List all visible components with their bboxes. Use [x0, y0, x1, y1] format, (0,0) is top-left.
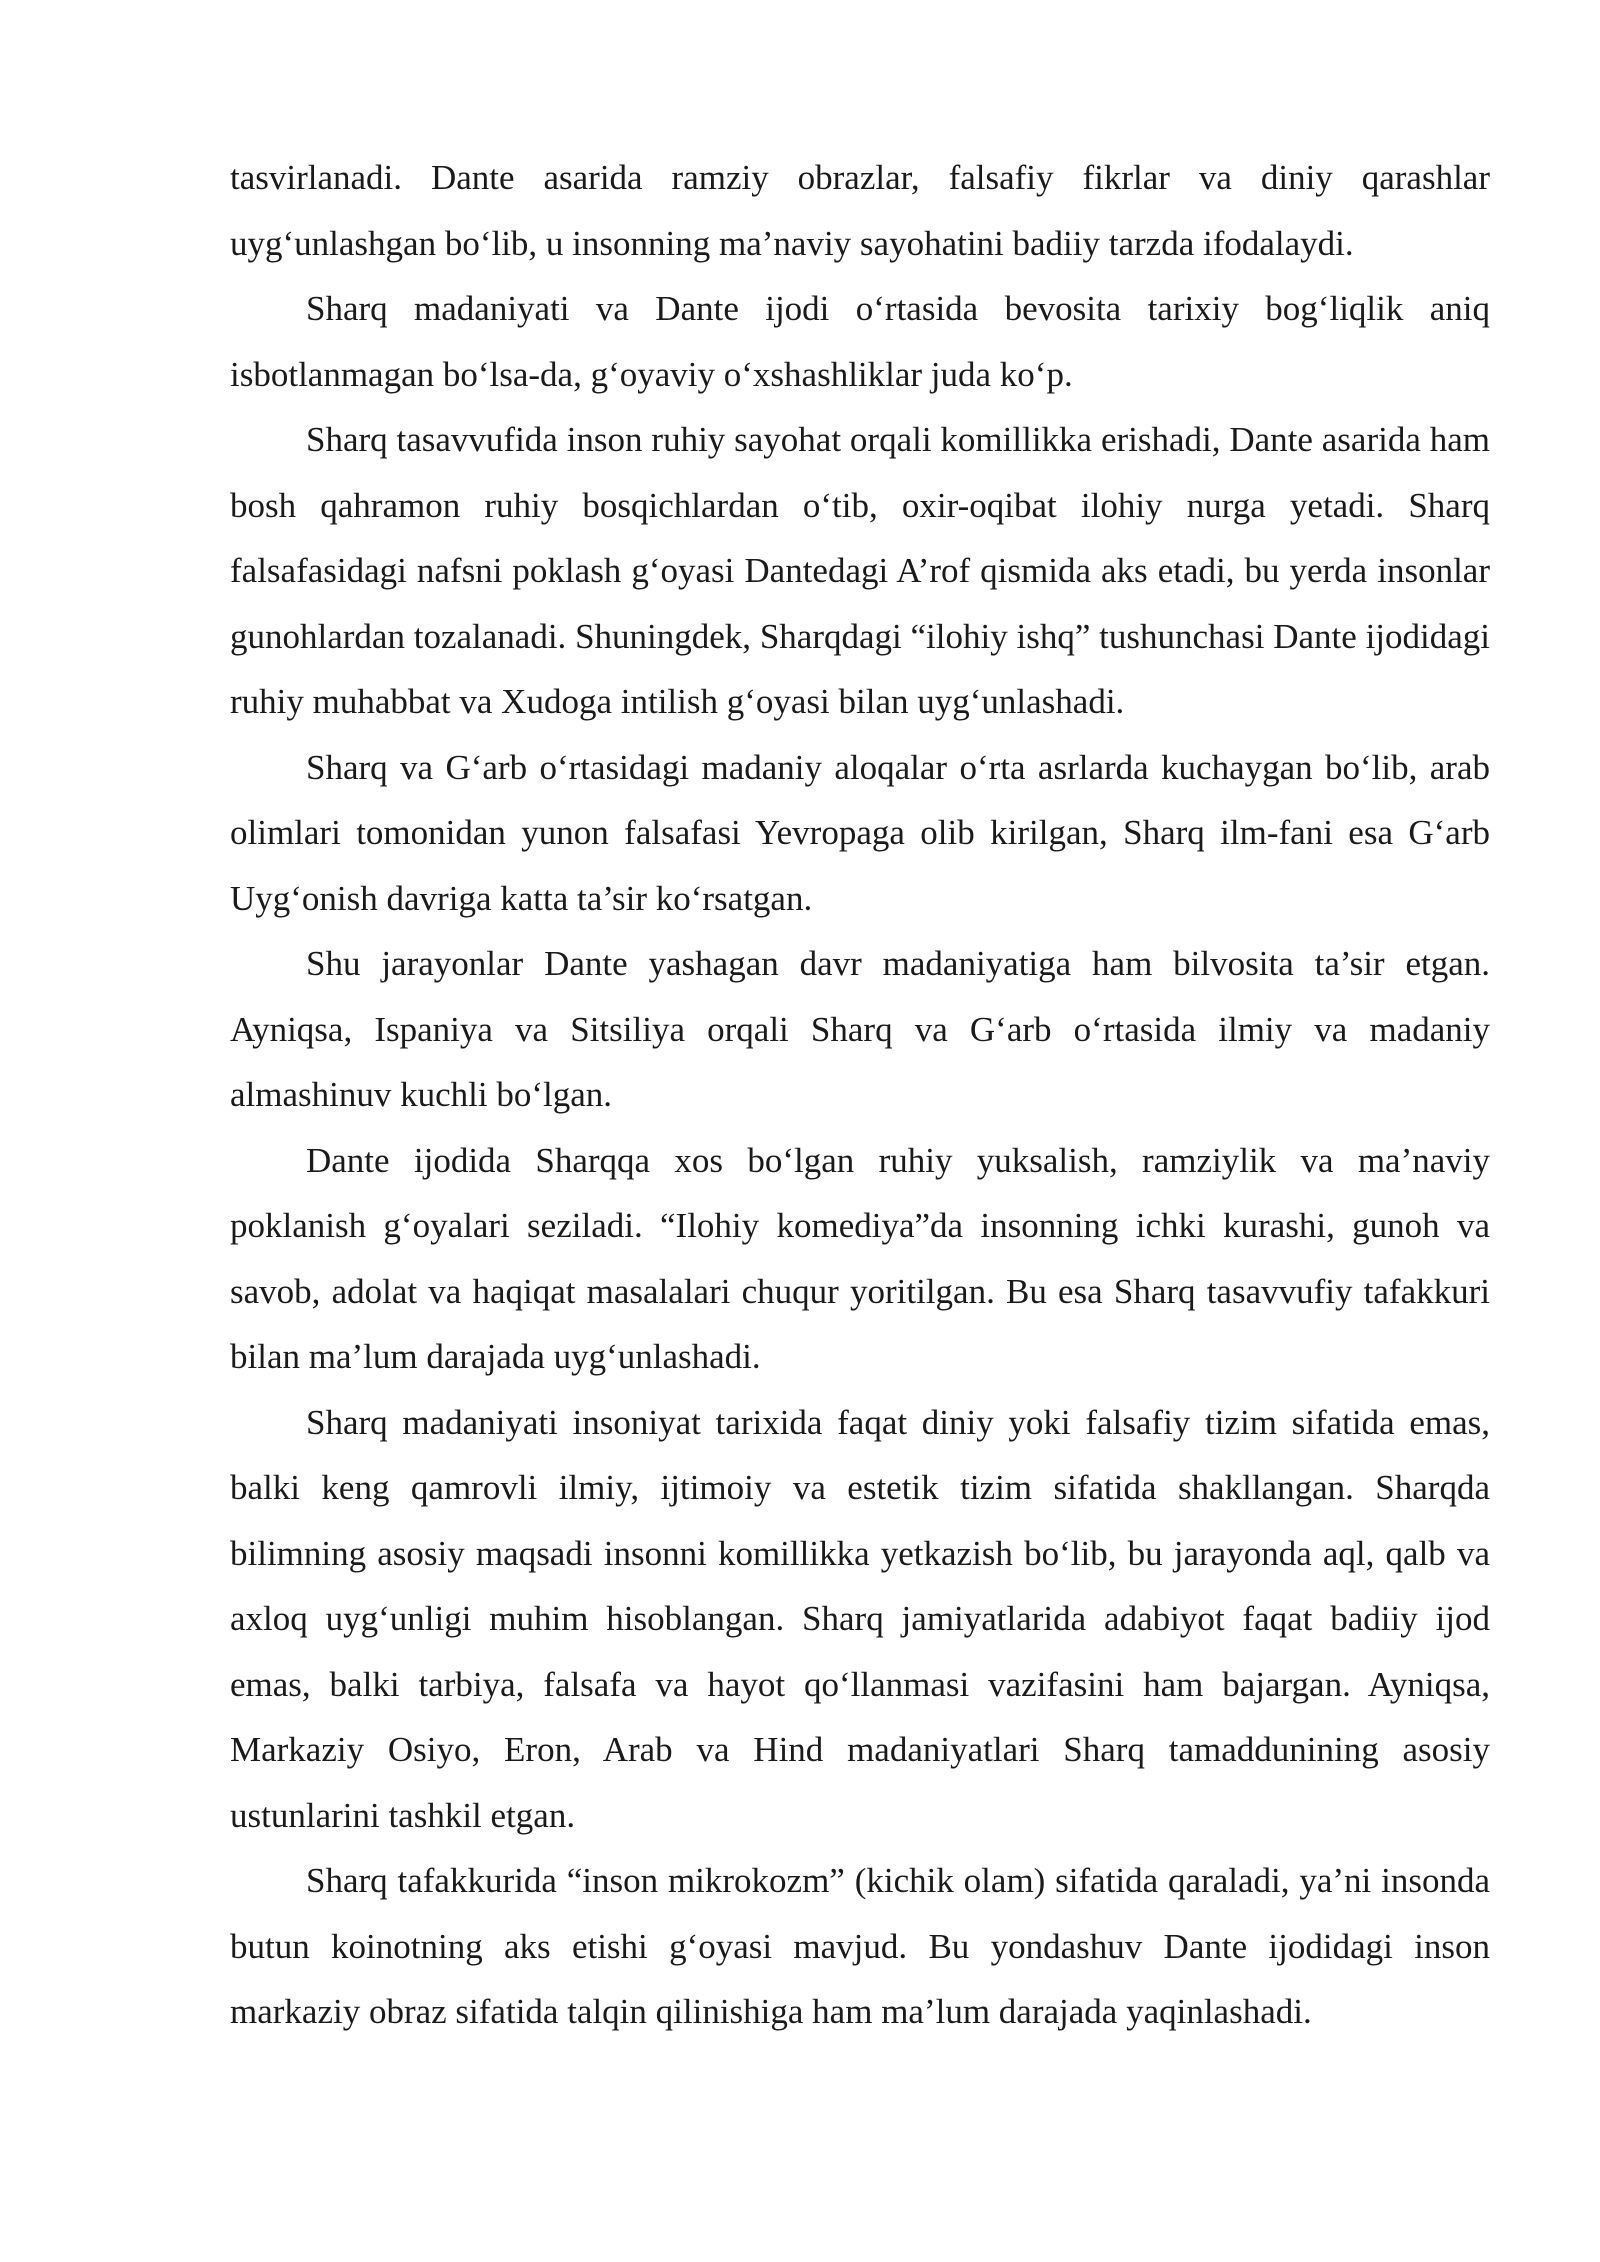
- paragraph-3: Sharq tasavvufida inson ruhiy sayohat orqali komillikka erishadi, Dante asarida ham bosh qahramon ruhiy bosqichlardan o‘tib, oxir-oqibat ilohiy nurga yetadi. Sharq falsafasidagi nafsni poklash g‘oyasi Dantedagi A’rof qismida aks etadi, bu yerda insonlar gunohlardan tozalanadi. Shuningdek, Sharqdagi “ilohiy ishq” tushunchasi Dante ijodidagi ruhiy muhabbat va Xudoga intilish g‘oyasi bilan uyg‘unlashadi.: [230, 420, 1490, 721]
- document-body: [230, 145, 1490, 2045]
- paragraph-8: Sharq tafakkurida “inson mikrokozm” (kichik olam) sifatida qaraladi, ya’ni insonda butun koinotning aks etishi g‘oyasi mavjud. Bu yondashuv Dante ijodidagi inson markaziy obraz sifatida talqin qilinishiga ham ma’lum darajada yaqinlashadi.: [230, 1861, 1490, 2031]
- paragraph-1: tasvirlanadi. Dante asarida ramziy obrazlar, falsafiy fikrlar va diniy qarashlar uyg‘unlashgan bo‘lib, u insonning ma’naviy sayohatini badiiy tarzda ifodalaydi.: [230, 158, 1490, 263]
- paragraph-5: Shu jarayonlar Dante yashagan davr madaniyatiga ham bilvosita ta’sir etgan. Ayniqsa, Ispaniya va Sitsiliya orqali Sharq va G‘arb o‘rtasida ilmiy va madaniy almashinuv kuchli bo‘lgan.: [230, 944, 1490, 1114]
- paragraph-2: Sharq madaniyati va Dante ijodi o‘rtasida bevosita tarixiy bog‘liqlik aniq isbotlanmagan bo‘lsa-da, g‘oyaviy o‘xshashliklar juda ko‘p.: [230, 289, 1490, 394]
- paragraph-4: Sharq va G‘arb o‘rtasidagi madaniy aloqalar o‘rta asrlarda kuchaygan bo‘lib, arab olimlari tomonidan yunon falsafasi Yevropaga olib kirilgan, Sharq ilm-fani esa G‘arb Uyg‘onish davriga katta ta’sir ko‘rsatgan.: [230, 747, 1490, 918]
- paragraph-6: Dante ijodida Sharqqa xos bo‘lgan ruhiy yuksalish, ramziylik va ma’naviy poklanish g‘oyalari seziladi. “Ilohiy komediya”da insonning ichki kurashi, gunoh va savob, adolat va haqiqat masalalari chuqur yoritilgan. Bu esa Sharq tasavvufiy tafakkuri bilan ma’lum darajada uyg‘unlashadi.: [230, 1140, 1490, 1376]
- paragraph-7: Sharq madaniyati insoniyat tarixida faqat diniy yoki falsafiy tizim sifatida emas, balki keng qamrovli ilmiy, ijtimoiy va estetik tizim sifatida shakllangan. Sharqda bilimning asosiy maqsadi insonni komillikka yetkazish bo‘lib, bu jarayonda aql, qalb va axloq uyg‘unligi muhim hisoblangan. Sharq jamiyatlarida adabiyot faqat badiiy ijod emas, balki tarbiya, falsafa va hayot qo‘llanmasi vazifasini ham bajargan. Ayniqsa, Markaziy Osiyo, Eron, Arab va Hind madaniyatlari Sharq tamaddunining asosiy ustunlarini tashkil etgan.: [230, 1402, 1490, 1835]
